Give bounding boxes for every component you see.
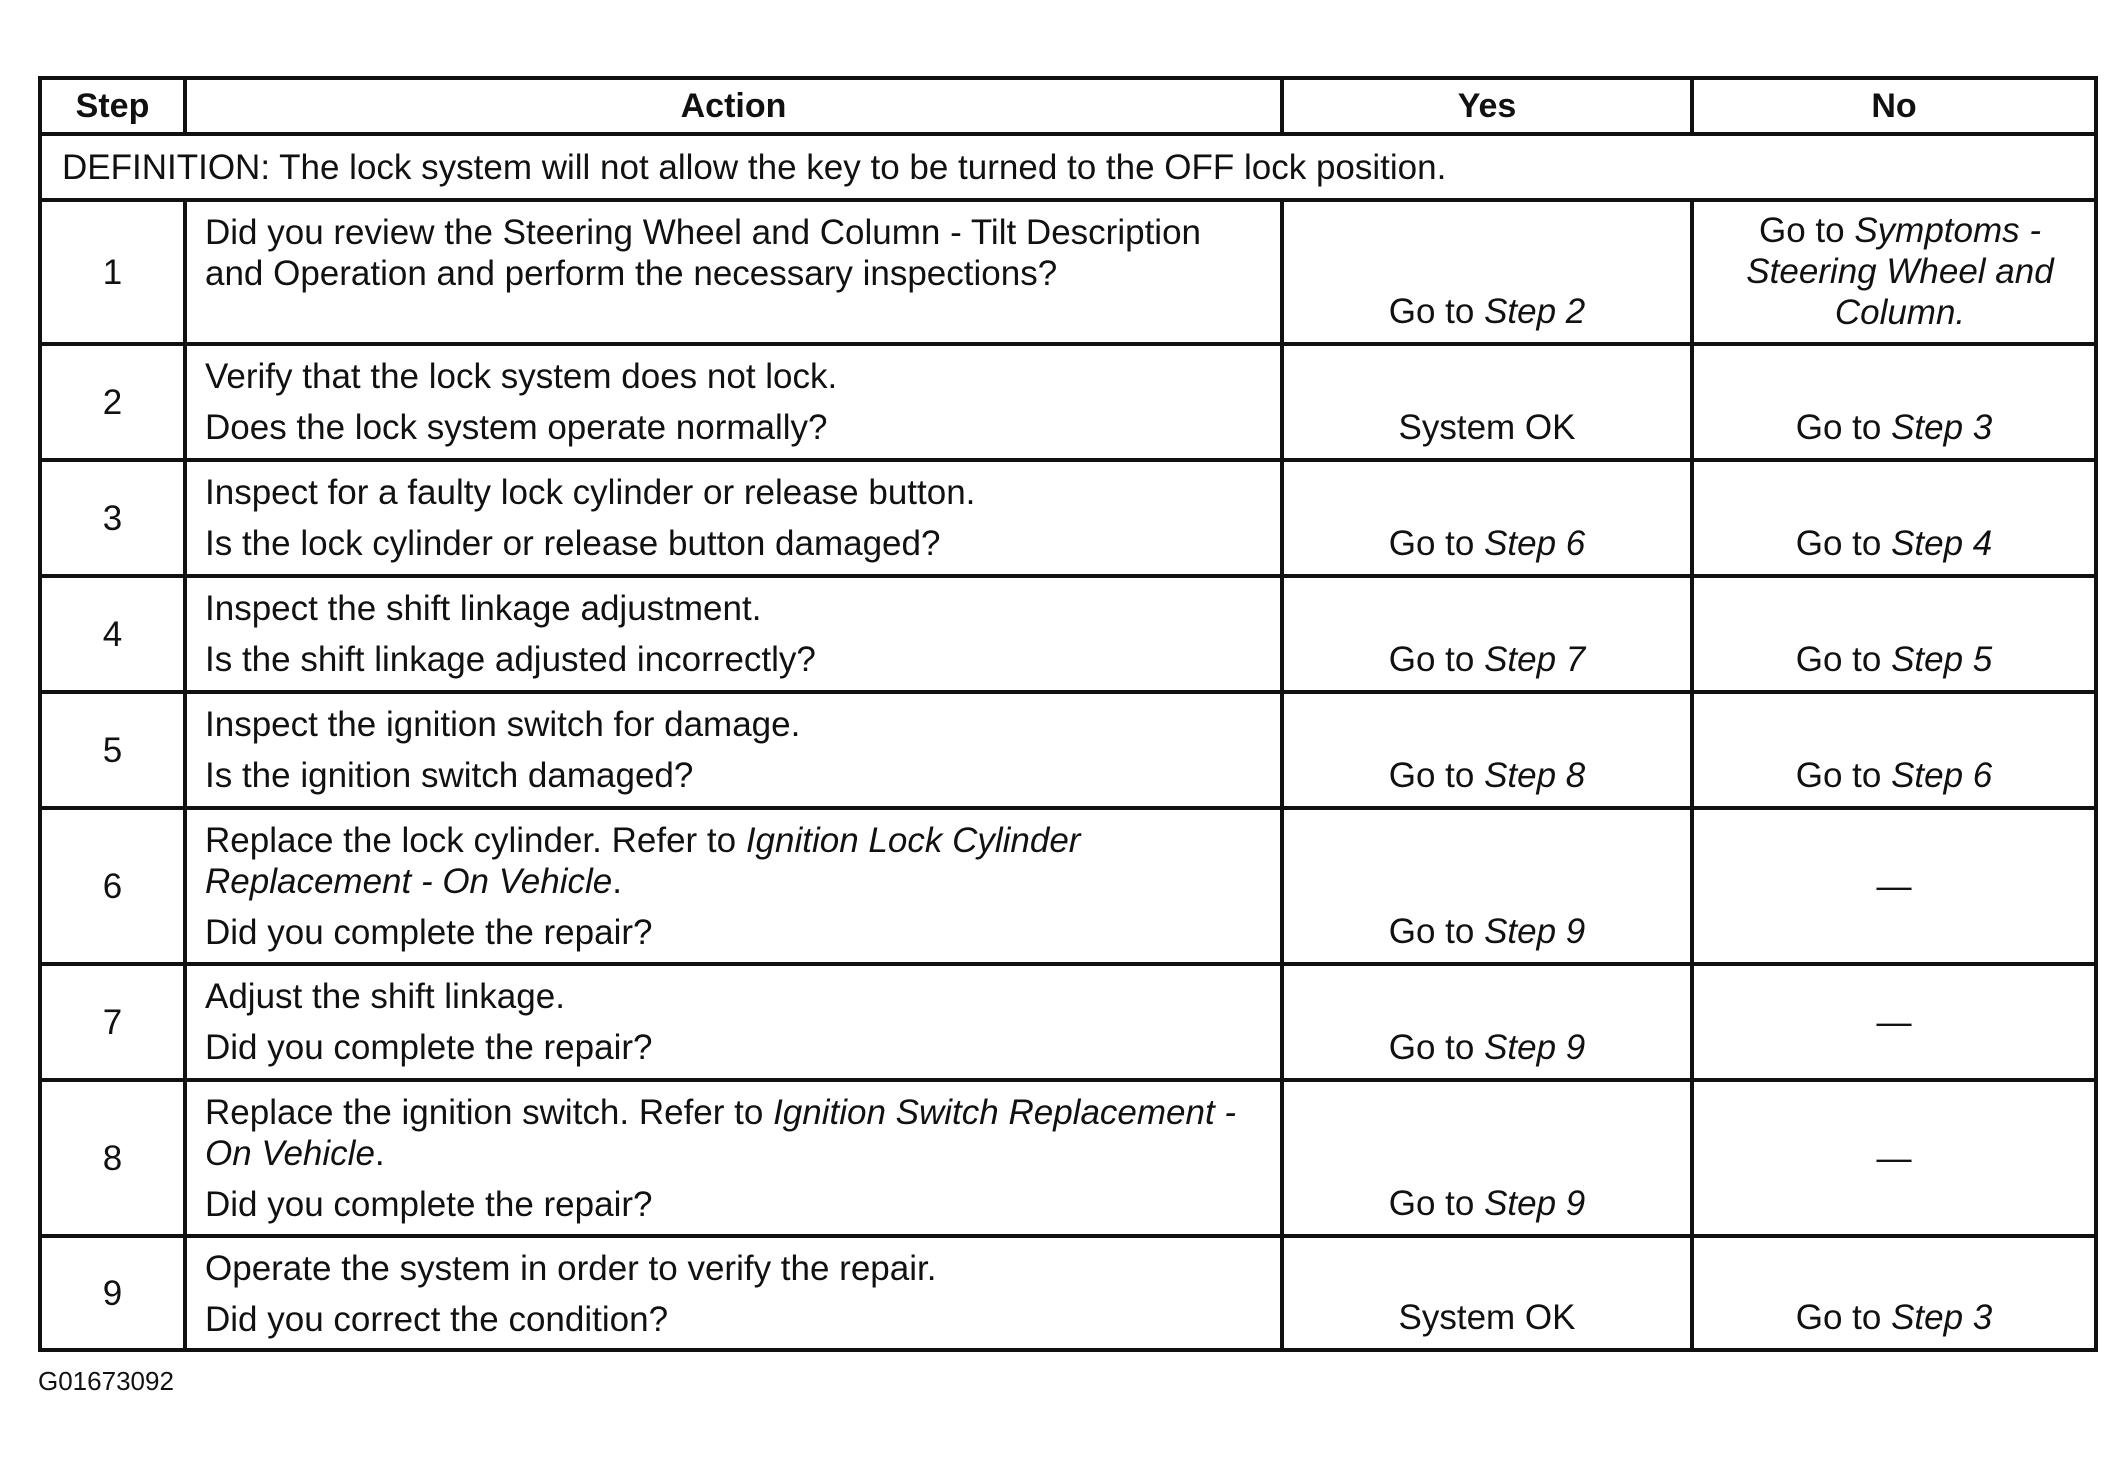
yes-step-link: Step 8 xyxy=(1484,756,1586,795)
action-question: Is the ignition switch damaged? xyxy=(205,756,694,795)
action-cell xyxy=(185,344,1282,460)
definition-text: DEFINITION: The lock system will not allow the key to be turned to the OFF lock position. xyxy=(40,134,2096,200)
header-yes: Yes xyxy=(1282,78,1692,134)
yes-step-link: Step 6 xyxy=(1484,524,1586,563)
table-row xyxy=(40,460,2096,576)
no-step-link: Step 4 xyxy=(1891,524,1993,563)
yes-step-link: Step 9 xyxy=(1484,1028,1586,1067)
action-cell xyxy=(185,576,1282,692)
table-row xyxy=(40,576,2096,692)
no-cell: — xyxy=(1692,808,2096,964)
yes-cell: System OK xyxy=(1282,1236,1692,1350)
table-row xyxy=(40,808,2096,964)
step-number: 9 xyxy=(40,1236,185,1350)
no-cell xyxy=(1692,576,2096,692)
no-cell: — xyxy=(1692,1080,2096,1236)
action-text: Verify that the lock system does not lock. xyxy=(205,357,838,396)
action-text: Inspect the ignition switch for damage. xyxy=(205,705,801,744)
yes-cell xyxy=(1282,200,1692,344)
table-row xyxy=(40,344,2096,460)
header-step: Step xyxy=(40,78,185,134)
action-cell xyxy=(185,964,1282,1080)
yes-prefix: Go to xyxy=(1388,524,1485,563)
step-number: 2 xyxy=(40,344,185,460)
yes-cell xyxy=(1282,692,1692,808)
step-number: 3 xyxy=(40,460,185,576)
yes-cell xyxy=(1282,808,1692,964)
yes-cell xyxy=(1282,460,1692,576)
definition-row xyxy=(40,134,2096,200)
no-cell xyxy=(1692,692,2096,808)
no-step-link: Step 5 xyxy=(1891,640,1993,679)
yes-prefix: Go to xyxy=(1388,912,1485,951)
action-cell xyxy=(185,692,1282,808)
no-cell xyxy=(1692,344,2096,460)
step-number: 6 xyxy=(40,808,185,964)
table-row xyxy=(40,964,2096,1080)
header-action: Action xyxy=(185,78,1282,134)
yes-cell xyxy=(1282,1080,1692,1236)
no-cell xyxy=(1692,460,2096,576)
yes-cell xyxy=(1282,576,1692,692)
no-prefix: Go to xyxy=(1758,211,1855,250)
header-no: No xyxy=(1692,78,2096,134)
header-row xyxy=(40,78,2096,134)
step-number: 7 xyxy=(40,964,185,1080)
step-number: 1 xyxy=(40,200,185,344)
table-row xyxy=(40,1236,2096,1350)
no-step-link: Symptoms - Steering Wheel and Column. xyxy=(1746,211,2054,332)
no-cell xyxy=(1692,200,2096,344)
no-step-link: Step 3 xyxy=(1891,408,1993,447)
action-cell xyxy=(185,1080,1282,1236)
action-question: Did you complete the repair? xyxy=(205,1028,653,1067)
action-cell xyxy=(185,200,1282,344)
action-cell xyxy=(185,460,1282,576)
no-prefix: Go to xyxy=(1795,408,1892,447)
table-row xyxy=(40,1080,2096,1236)
action-text: Inspect for a faulty lock cylinder or release button. xyxy=(205,473,976,512)
no-prefix: Go to xyxy=(1795,524,1892,563)
action-text xyxy=(205,820,1262,902)
yes-step-link: Step 2 xyxy=(1484,292,1586,331)
no-cell: — xyxy=(1692,964,2096,1080)
action-question: Did you correct the condition? xyxy=(205,1300,669,1339)
yes-prefix: Go to xyxy=(1388,1184,1485,1223)
yes-prefix: Go to xyxy=(1388,640,1485,679)
action-cell xyxy=(185,1236,1282,1350)
action-prefix: Replace the lock cylinder. Refer to xyxy=(205,821,746,860)
figure-id: G01673092 xyxy=(38,1366,174,1396)
yes-step-link: Step 9 xyxy=(1484,1184,1586,1223)
no-step-link: Step 3 xyxy=(1891,1298,1993,1337)
step-number: 4 xyxy=(40,576,185,692)
action-suffix: . xyxy=(374,1134,385,1173)
yes-prefix: Go to xyxy=(1388,292,1485,331)
action-text: Did you review the Steering Wheel and Column - Tilt Description and Operation and perform the necessary inspections? xyxy=(205,213,1201,293)
table-row xyxy=(40,692,2096,808)
action-text: Operate the system in order to verify the repair. xyxy=(205,1249,937,1288)
action-question: Is the shift linkage adjusted incorrectly? xyxy=(205,640,816,679)
action-text: Adjust the shift linkage. xyxy=(205,977,565,1016)
procedure-reference: Ignition Lock Cylinder Replacement - On Vehicle xyxy=(205,821,1081,901)
no-prefix: Go to xyxy=(1795,756,1892,795)
yes-cell: System OK xyxy=(1282,344,1692,460)
action-prefix: Replace the ignition switch. Refer to xyxy=(205,1093,774,1132)
no-step-link: Step 6 xyxy=(1891,756,1993,795)
action-cell xyxy=(185,808,1282,964)
action-question: Did you complete the repair? xyxy=(205,1185,653,1224)
action-question: Does the lock system operate normally? xyxy=(205,408,828,447)
yes-step-link: Step 9 xyxy=(1484,912,1586,951)
yes-step-link: Step 7 xyxy=(1484,640,1586,679)
yes-prefix: Go to xyxy=(1388,756,1485,795)
no-cell xyxy=(1692,1236,2096,1350)
step-number: 5 xyxy=(40,692,185,808)
no-prefix: Go to xyxy=(1795,1298,1892,1337)
action-question: Did you complete the repair? xyxy=(205,913,653,952)
yes-cell xyxy=(1282,964,1692,1080)
action-question: Is the lock cylinder or release button damaged? xyxy=(205,524,941,563)
yes-prefix: Go to xyxy=(1388,1028,1485,1067)
action-text xyxy=(205,1092,1262,1174)
diagnostic-table xyxy=(38,76,2098,1352)
procedure-reference: Ignition Switch Replacement - On Vehicle xyxy=(205,1093,1237,1173)
table-row xyxy=(40,200,2096,344)
no-prefix: Go to xyxy=(1795,640,1892,679)
action-suffix: . xyxy=(612,862,622,901)
step-number: 8 xyxy=(40,1080,185,1236)
action-text: Inspect the shift linkage adjustment. xyxy=(205,589,762,628)
